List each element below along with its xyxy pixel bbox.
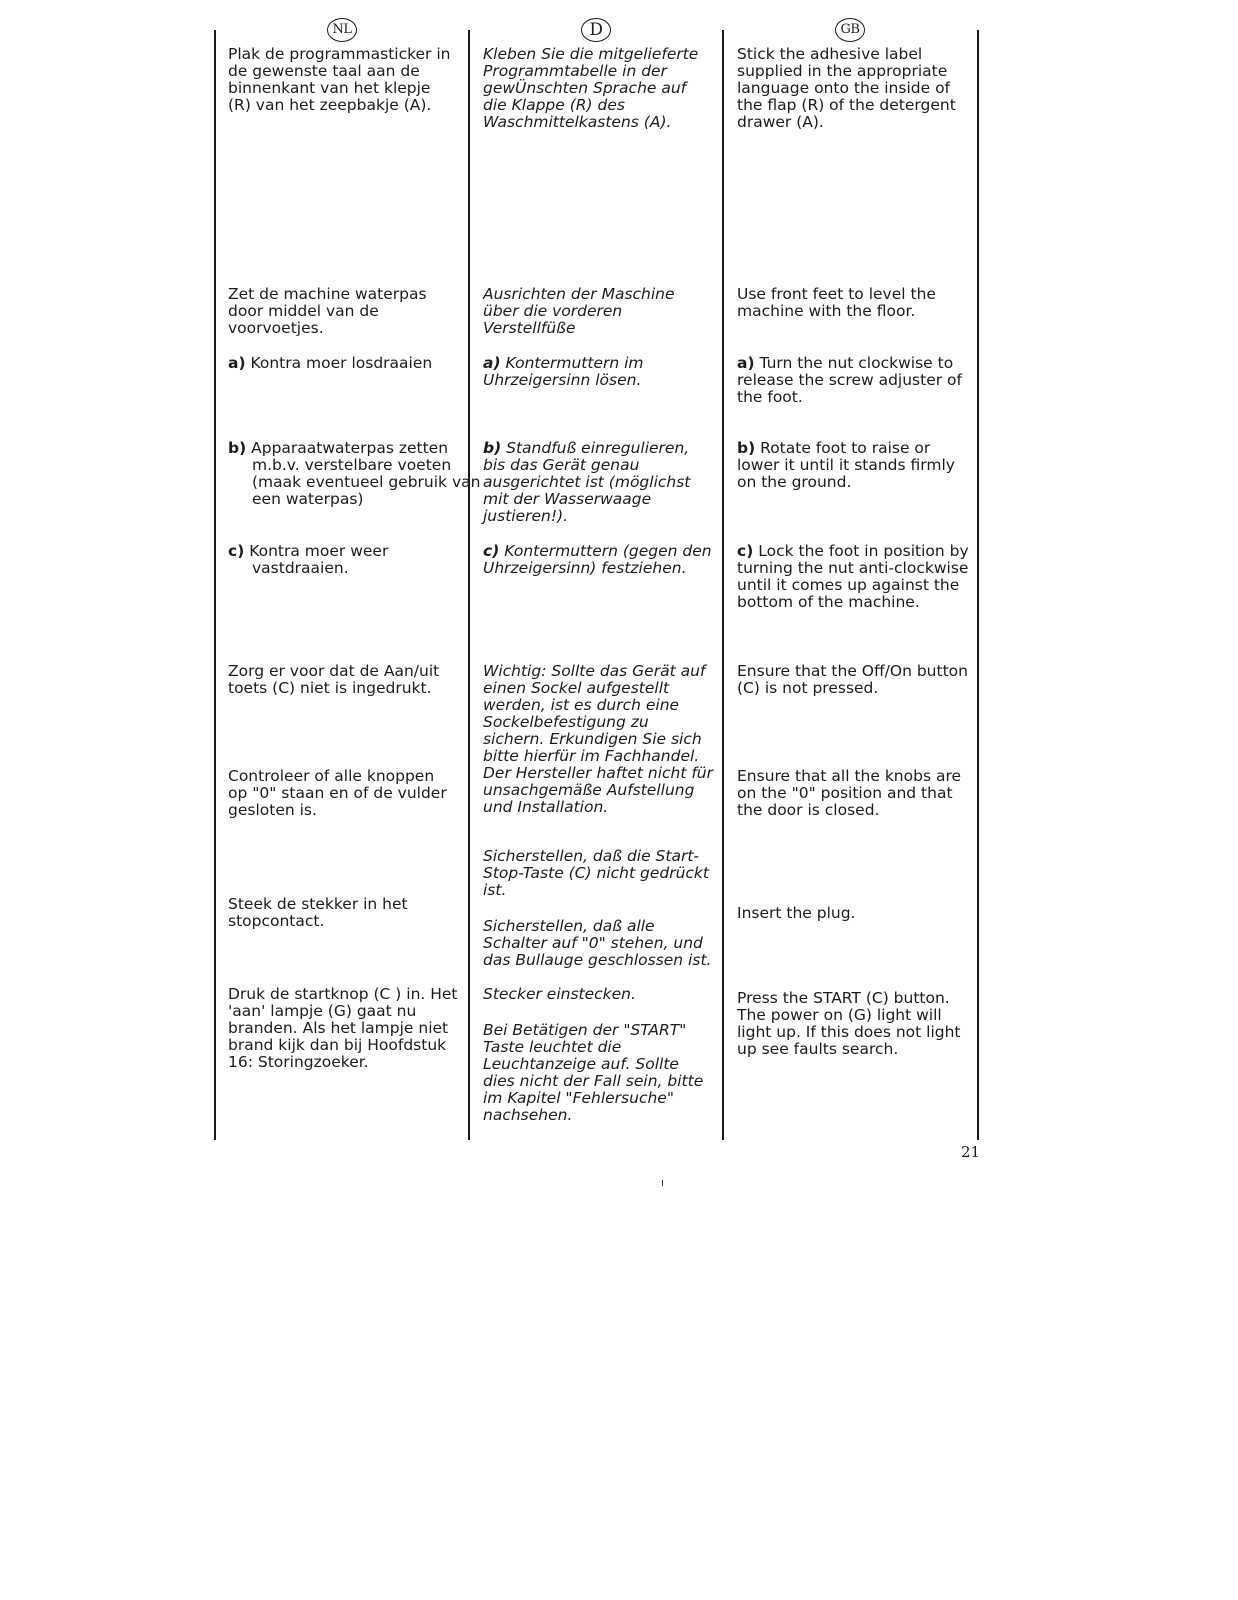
gb-plug-text: Insert the plug.	[737, 904, 856, 922]
nl-step-a	[228, 355, 482, 372]
nl-step-c-letter: c)	[228, 542, 245, 560]
de-step-c-letter: c)	[483, 542, 500, 560]
gb-step-a	[737, 355, 969, 406]
nl-step-c	[228, 543, 482, 577]
de-step-b	[483, 440, 713, 525]
language-badge-de: D	[581, 18, 611, 42]
nl-step-c-text: Kontra moer weer vastdraaien.	[249, 542, 389, 577]
nl-step-a-letter: a)	[228, 354, 246, 372]
de-step-c-text: Kontermuttern (gegen den Uhrzeigersinn) festziehen.	[483, 542, 712, 577]
nl-onoff-text: Zorg er voor dat de Aan/uit toets (C) niet is ingedrukt.	[228, 662, 440, 697]
nl-knobs-text: Controleer of alle knoppen op "0" staan en of de vulder gesloten is.	[228, 767, 447, 819]
gb-step-b-text: Rotate foot to raise or lower it until it stands firmly on the ground.	[737, 439, 955, 491]
de-step-b-letter: b)	[483, 439, 502, 457]
de-step-b-text: Standfuß einregulieren, bis das Gerät genau ausgerichtet ist (möglichst mit der Wasserwaage justieren!).	[483, 439, 691, 525]
gb-step-c-letter: c)	[737, 542, 754, 560]
gb-step-a-letter: a)	[737, 354, 755, 372]
nl-plug-text: Steek de stekker in het stopcontact.	[228, 895, 408, 930]
scan-mark	[662, 1180, 663, 1186]
nl-step-b-letter: b)	[228, 439, 247, 457]
left-border-line	[214, 30, 216, 1140]
de-step-a-text: Kontermuttern im Uhrzeigersinn lösen.	[483, 354, 644, 389]
right-border-line	[977, 30, 979, 1140]
gb-label-sticker-text: Stick the adhesive label supplied in the appropriate language onto the inside of the flap (R) of the detergent drawer (A).	[737, 45, 956, 131]
gb-level-intro-text: Use front feet to level the machine with the floor.	[737, 285, 936, 320]
de-step-a-letter: a)	[483, 354, 501, 372]
language-badge-nl: NL	[327, 18, 357, 42]
de-step-a	[483, 355, 713, 389]
nl-step-a-text: Kontra moer losdraaien	[250, 354, 433, 372]
gb-step-c-text: Lock the foot in position by turning the nut anti-clockwise until it comes up against the bottom of the machine.	[737, 542, 969, 611]
nl-step-b-text: Apparaatwaterpas zetten m.b.v. verstelbare voeten (maak eventueel gebruik van een waterpas)	[251, 439, 481, 508]
de-knobs-text: Sicherstellen, daß alle Schalter auf "0" stehen, und das Bullauge geschlossen ist.	[483, 917, 712, 969]
de-plug-text: Stecker einstecken.	[483, 985, 636, 1003]
gb-knobs-text: Ensure that all the knobs are on the "0" position and that the door is closed.	[737, 767, 962, 819]
page-number: 21	[961, 1143, 981, 1161]
divider-line-2	[722, 30, 724, 1140]
de-start-text: Bei Betätigen der "START" Taste leuchtet die Leuchtanzeige auf. Sollte dies nicht der Fall sein, bitte im Kapitel "Fehlersuche" nachsehen.	[483, 1021, 704, 1124]
de-step-c	[483, 543, 713, 577]
gb-step-b-letter: b)	[737, 439, 756, 457]
nl-level-intro-text: Zet de machine waterpas door middel van de voorvoetjes.	[228, 285, 427, 337]
language-badge-gb: GB	[835, 18, 865, 42]
gb-step-c	[737, 543, 969, 611]
nl-label-sticker-text: Plak de programmasticker in de gewenste taal aan de binnenkant van het klepje (R) van het zeepbakje (A).	[228, 45, 451, 114]
de-onoff-text: Sicherstellen, daß die Start-Stop-Taste (C) nicht gedrückt ist.	[483, 847, 709, 899]
gb-step-a-text: Turn the nut clockwise to release the screw adjuster of the foot.	[737, 354, 962, 406]
de-label-sticker-text: Kleben Sie die mitgelieferte Programmtabelle in der gewÜnschten Sprache auf die Klappe (R) des Waschmittelkastens (A).	[483, 45, 699, 131]
de-level-intro-text: Ausrichten der Maschine über die vorderen Verstellfüße	[483, 285, 675, 337]
divider-line-1	[468, 30, 470, 1140]
gb-start-text: Press the START (C) button. The power on (G) light will light up. If this does not light up see faults search.	[737, 989, 961, 1058]
gb-step-b	[737, 440, 969, 491]
gb-onoff-text: Ensure that the Off/On button (C) is not pressed.	[737, 662, 968, 697]
nl-start-text: Druk de startknop (C ) in. Het 'aan' lampje (G) gaat nu branden. Als het lampje niet brand kijk dan bij Hoofdstuk 16: Storingzoeker.	[228, 985, 458, 1071]
de-important-text: Wichtig: Sollte das Gerät auf einen Sockel aufgestellt werden, ist es durch eine Sockelbefestigung zu sichern. Erkundigen Sie sich bitte hierfür im Fachhandel. Der Hersteller haftet nicht für unsachgemäße Aufstellung und Installation.	[483, 662, 714, 816]
nl-step-b	[228, 440, 482, 508]
